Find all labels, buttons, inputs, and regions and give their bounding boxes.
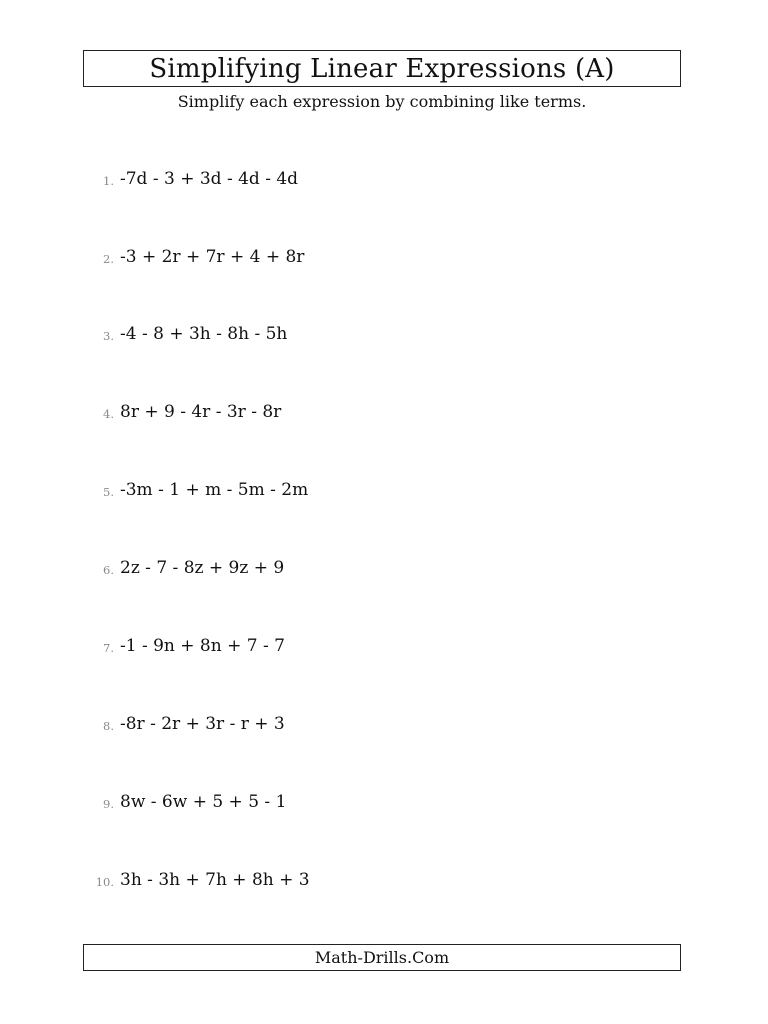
worksheet-title: Simplifying Linear Expressions (A) (149, 53, 615, 84)
problem-number: 7. (103, 641, 114, 655)
problem-number: 6. (103, 563, 114, 577)
problem-item (0, 323, 768, 347)
problem-number: 10. (95, 875, 114, 889)
problem-number: 3. (103, 329, 114, 343)
problem-expression: -1 - 9n + 8n + 7 - 7 (120, 636, 285, 656)
problem-expression: -4 - 8 + 3h - 8h - 5h (120, 324, 288, 344)
problem-item (0, 557, 768, 581)
footer-text: Math-Drills.Com (314, 947, 450, 967)
problem-expression: -3 + 2r + 7r + 4 + 8r (120, 247, 305, 267)
problem-expression: -3m - 1 + m - 5m - 2m (120, 480, 309, 500)
title-box (83, 50, 681, 87)
problem-number: 5. (103, 485, 114, 499)
problem-item (0, 479, 768, 503)
problem-item (0, 401, 768, 425)
problem-item (0, 635, 768, 659)
problem-item (0, 869, 768, 893)
problem-expression: 2z - 7 - 8z + 9z + 9 (120, 558, 285, 578)
problem-item (0, 713, 768, 737)
problem-number: 2. (103, 252, 114, 266)
problem-item (0, 168, 768, 192)
problem-item (0, 791, 768, 815)
problem-number: 1. (103, 174, 114, 188)
footer-box (83, 944, 681, 971)
problem-expression: 8w - 6w + 5 + 5 - 1 (120, 792, 287, 812)
problem-expression: -8r - 2r + 3r - r + 3 (120, 714, 285, 734)
problem-number: 9. (103, 797, 114, 811)
problem-item (0, 246, 768, 270)
problem-number: 8. (103, 719, 114, 733)
worksheet-instructions: Simplify each expression by combining like terms. (177, 92, 587, 111)
problem-expression: -7d - 3 + 3d - 4d - 4d (120, 169, 299, 189)
problem-expression: 8r + 9 - 4r - 3r - 8r (120, 402, 282, 422)
problem-number: 4. (103, 407, 114, 421)
problem-expression: 3h - 3h + 7h + 8h + 3 (120, 870, 310, 890)
